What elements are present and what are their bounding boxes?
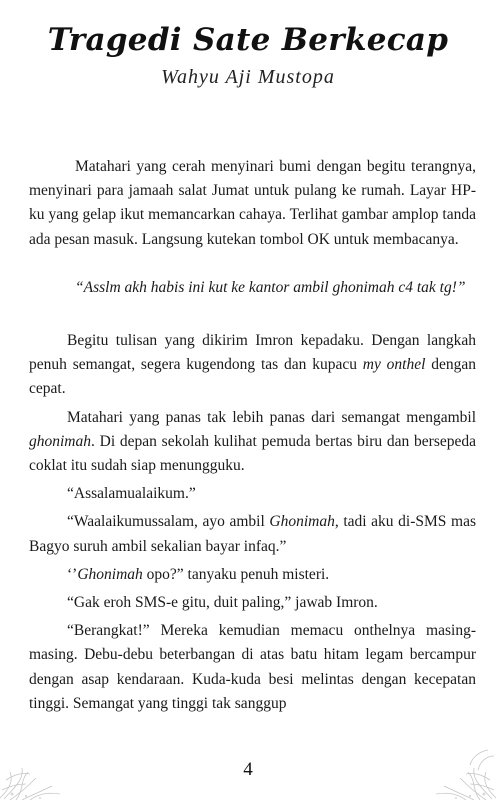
dialogue-line: [29, 482, 476, 506]
page-number: 4: [243, 759, 253, 780]
chapter-title: Tragedi Sate Berkecap: [47, 22, 449, 58]
italic-phrase: Ghonimah: [77, 565, 143, 583]
sms-message: [29, 276, 476, 300]
paragraph-text: opo?” tanyaku penuh misteri.: [142, 565, 330, 583]
dialogue-line: [29, 591, 476, 615]
paragraph-text: dengan cepat.: [29, 356, 477, 398]
paragraph-text: “Asslm akh habis ini kut ke kantor ambil ghonimah c4 tak tg!”: [75, 278, 466, 296]
dialogue-line: [29, 563, 476, 587]
paragraph-text: “Waalaikumussalam, ayo ambil: [67, 513, 270, 531]
chapter-body: [29, 155, 476, 716]
paragraph-text: , tadi aku di-SMS mas Bagyo suruh ambil sekalian bayar infaq.”: [29, 513, 476, 555]
paragraph: [29, 619, 476, 716]
paragraph-text: Begitu tulisan yang dikirim Imron kepadaku. Dengan langkah penuh semangat, segera kugendong tas dan kupacu: [29, 332, 476, 374]
paragraph-text: Matahari yang panas tak lebih panas dari semangat mengambil: [67, 408, 476, 426]
paragraph-text: . Di depan sekolah kulihat pemuda bertas biru dan bersepeda coklat itu sudah siap menungguku.: [29, 432, 476, 475]
paragraph-text: Matahari yang cerah menyinari bumi dengan begitu terangnya, menyinari para jamaah salat Jumat untuk pulang ke rumah. Layar HP-ku yang gelap ikut memancarkan cahaya. Terlihat gambar amplop tanda ada pesan masuk. Langsung kutekan tombol OK untuk membacanya.: [29, 158, 476, 248]
italic-phrase: ghonimah: [29, 432, 91, 450]
italic-phrase: Ghonimah: [269, 513, 335, 531]
paragraph: [29, 155, 476, 252]
paragraph-text: “Gak eroh SMS-e gitu, duit paling,” jawab Imron.: [67, 594, 378, 612]
paragraph-text: ‘’: [67, 565, 78, 583]
paragraph: [29, 329, 476, 402]
paragraph-text: “Assalamualaikum.”: [67, 485, 196, 503]
paragraph: [29, 406, 476, 479]
dialogue-line: [29, 510, 476, 558]
paragraph-text: “Berangkat!” Mereka kemudian memacu onthelnya masing-masing. Debu-debu beterbangan di atas batu hitam legam bercampur dengan asap kendaraan. Kuda-kuda besi melintas dengan kecepatan tinggi. Semangat yang tinggi tak sanggup: [29, 622, 476, 712]
author-name: Wahyu Aji Mustopa: [161, 66, 335, 88]
italic-phrase: my onthel: [362, 356, 426, 374]
